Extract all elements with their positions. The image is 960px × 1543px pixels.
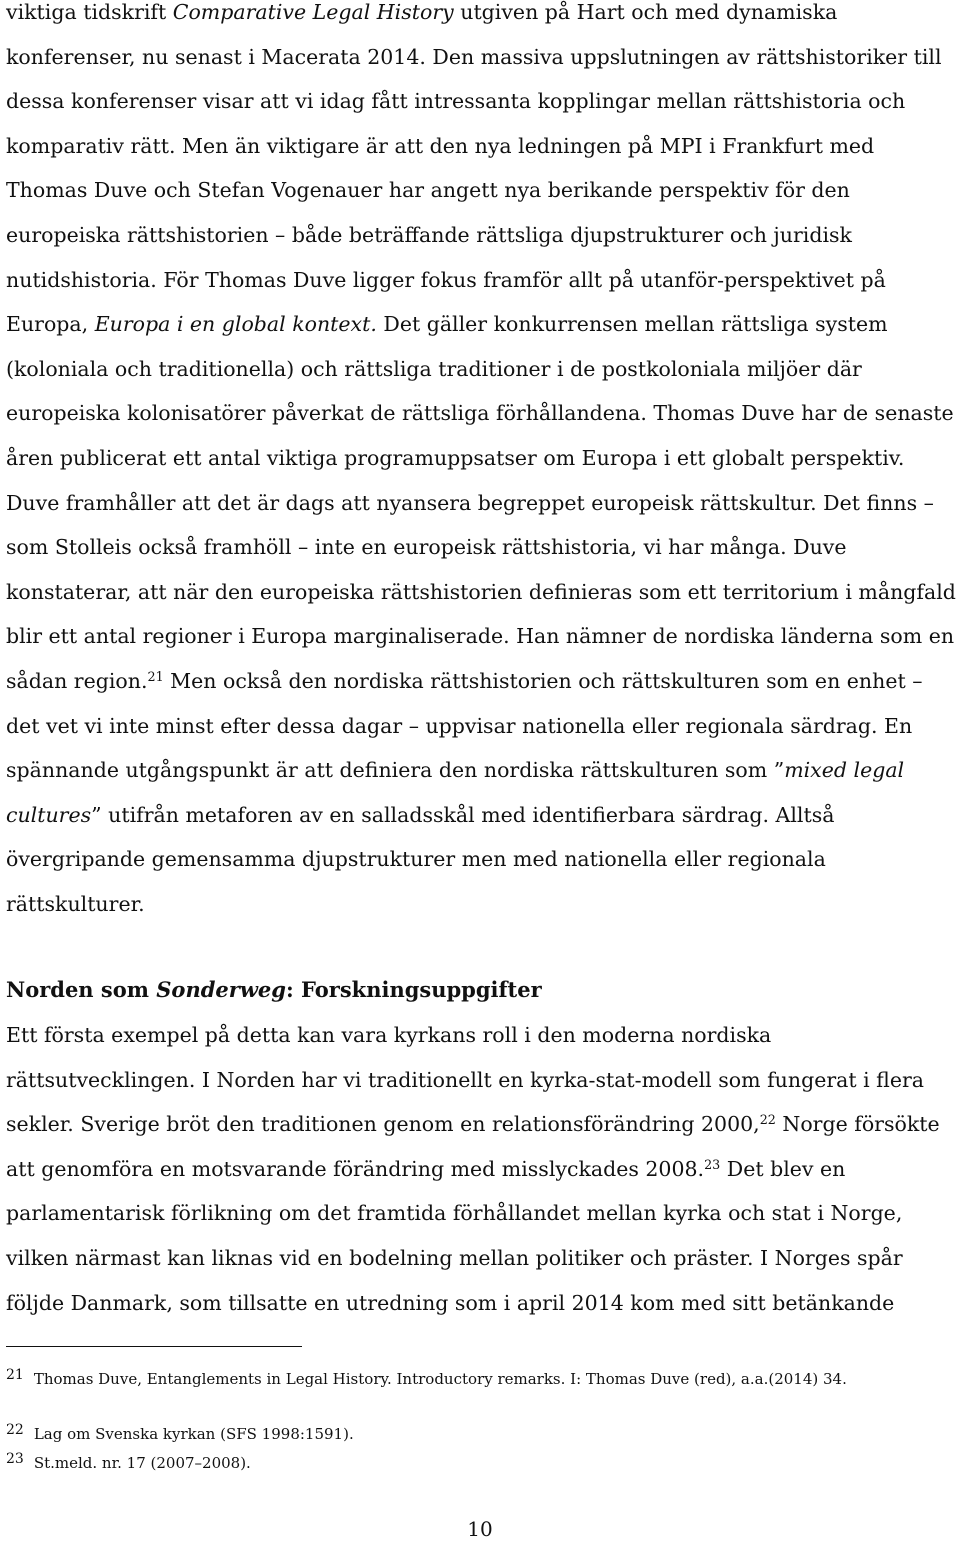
footnote-text: St.meld. nr. 17 (2007–2008). (33, 1453, 251, 1472)
footnote-number: 21 (6, 1367, 24, 1383)
footnote-separator (6, 1346, 302, 1347)
paragraph-text: ” utifrån metaforen av en salladsskål med identifierbara särdrag. Alltså övergripande gemensamma djupstrukturer men med nationella eller regionala rättskulturer. (6, 802, 835, 916)
footnote-22 (6, 1417, 956, 1447)
section-heading (6, 970, 542, 1010)
heading-text: Norden som (6, 977, 157, 1002)
page-number: 10 (467, 1517, 493, 1541)
paragraph-text: utgiven på Hart och med dynamiska konferenser, nu senast i Macerata 2014. Den massiva uppslutningen av rättshistoriker till dessa konferenser visar att vi idag fått intressanta kopplingar mellan rättshistoria och komparativ rätt. Men än viktigare är att den nya ledningen på MPI i Frankfurt med Thomas Duve och Stefan Vogenauer har angett nya berikande perspektiv för den europeiska rättshistorien – både beträffande rättsliga djupstrukturer och juridisk nutidshistoria. För Thomas Duve ligger fokus framför allt på utanför-perspektivet på Europa, (6, 0, 942, 337)
body-paragraph (6, 0, 958, 926)
heading-text: : Forskningsuppgifter (285, 977, 542, 1002)
emphasis-text: Europa i en global kontext. (94, 312, 377, 337)
paragraph-text: Norge försökte att genomföra en motsvarande förändring med misslyckades 2008. (6, 1112, 940, 1181)
footnote-number: 22 (6, 1422, 24, 1438)
footnote-text: Thomas Duve, Entanglements in Legal History. Introductory remarks. I: Thomas Duve (red), a.a.(2014) 34. (33, 1369, 847, 1388)
footnote-ref-22[interactable]: 22 (759, 1112, 776, 1128)
emphasis-text: mixed legal cultures (6, 758, 905, 827)
footnote-ref-23[interactable]: 23 (704, 1156, 721, 1172)
footnote-ref-21[interactable]: 21 (147, 668, 164, 684)
footnote-21 (6, 1362, 956, 1392)
heading-emphasis: Sonderweg (156, 977, 286, 1002)
journal-title: Comparative Legal History (172, 0, 454, 24)
paragraph-text: Det blev en parlamentarisk förlikning om det framtida förhållandet mellan kyrka och stat i Norge, vilken närmast kan liknas vid en bodelning mellan politiker och präster. I Norges spår följde Danmark, som tillsatte en utredning som i april 2014 kom med sitt betänkande (6, 1156, 903, 1315)
footnote-23 (6, 1446, 956, 1476)
section-paragraph (6, 1013, 958, 1325)
footnote-number: 23 (6, 1451, 24, 1467)
paragraph-text: Det gäller konkurrensen mellan rättsliga system (koloniala och traditionella) och rättsliga traditioner i de postkoloniala miljöer där europeiska kolonisatörer påverkat de rättsliga förhållandena. Thomas Duve har de senaste åren publicerat ett antal viktiga programuppsatser om Europa i ett globalt perspektiv. Duve framhåller att det är dags att nyansera begreppet europeisk rättskultur. Det finns – som Stolleis också framhöll – inte en europeisk rättshistoria, vi har många. Duve konstaterar, att när den europeiska rättshistorien definieras som ett territorium i mångfald blir ett antal regioner i Europa marginaliserade. Han nämner de nordiska länderna som en sådan region. (6, 312, 956, 693)
paragraph-text: viktiga tidskrift (6, 0, 173, 24)
paragraph-text: Ett första exempel på detta kan vara kyrkans roll i den moderna nordiska rättsutvecklingen. I Norden har vi traditionellt en kyrka-stat-modell som fungerat i flera sekler. Sverige bröt den traditionen genom en relationsförändring 2000, (6, 1023, 924, 1137)
footnote-text: Lag om Svenska kyrkan (SFS 1998:1591). (33, 1424, 354, 1443)
paragraph-text: Men också den nordiska rättshistorien och rättskulturen som en enhet – det vet vi inte minst efter dessa dagar – uppvisar nationella eller regionala särdrag. En spännande utgångspunkt är att definiera den nordiska rättskulturen som ” (6, 668, 923, 783)
